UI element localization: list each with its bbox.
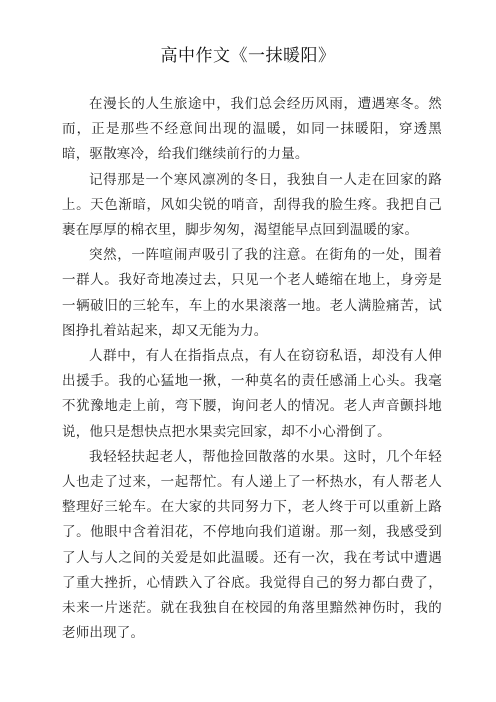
paragraph-2: 记得那是一个寒风凛冽的冬日，我独自一人走在回家的路上。天色渐暗，风如尖锐的哨音，刮得我的脸生疼。我把自己裹在厚厚的棉衣里，脚步匆匆，渴望能早点回到温暖的家。 — [62, 171, 442, 239]
paragraph-3: 突然，一阵喧闹声吸引了我的注意。在街角的一处，围着一群人。我好奇地凑过去，只见一个老人蜷缩在地上，身旁是一辆破旧的三轮车，车上的水果滚落一地。老人满脸痛苦，试图挣扎着站起来，却又无能为力。 — [62, 247, 442, 339]
paragraph-4: 人群中，有人在指指点点，有人在窃窃私语，却没有人伸出援手。我的心猛地一揪，一种莫名的责任感涌上心头。我毫不犹豫地走上前，弯下腰，询问老人的情况。老人声音颤抖地说，他只是想快点把水果卖完回家，却不小心滑倒了。 — [62, 348, 442, 440]
paragraph-1: 在漫长的人生旅途中，我们总会经历风雨，遭遇寒冬。然而，正是那些不经意间出现的温暖，如同一抹暖阳，穿透黑暗，驱散寒冷，给我们继续前行的力量。 — [62, 96, 442, 163]
paragraph-5: 我轻轻扶起老人，帮他捡回散落的水果。这时，几个年轻人也走了过来，一起帮忙。有人递上了一杯热水，有人帮老人整理好三轮车。在大家的共同努力下，老人终于可以重新上路了。他眼中含着泪花，不停地向我们道谢。那一刻，我感受到了人与人之间的关爱是如此温暖。还有一次，我在考试中遭遇了重大挫折，心情跌入了谷底。我觉得自己的努力都白费了，未来一片迷茫。就在我独自在校园的角落里黯然神伤时，我的老师出现了。 — [62, 448, 442, 642]
article-body — [62, 92, 442, 646]
document-title: 高中作文《一抹暖阳》 — [160, 46, 336, 66]
